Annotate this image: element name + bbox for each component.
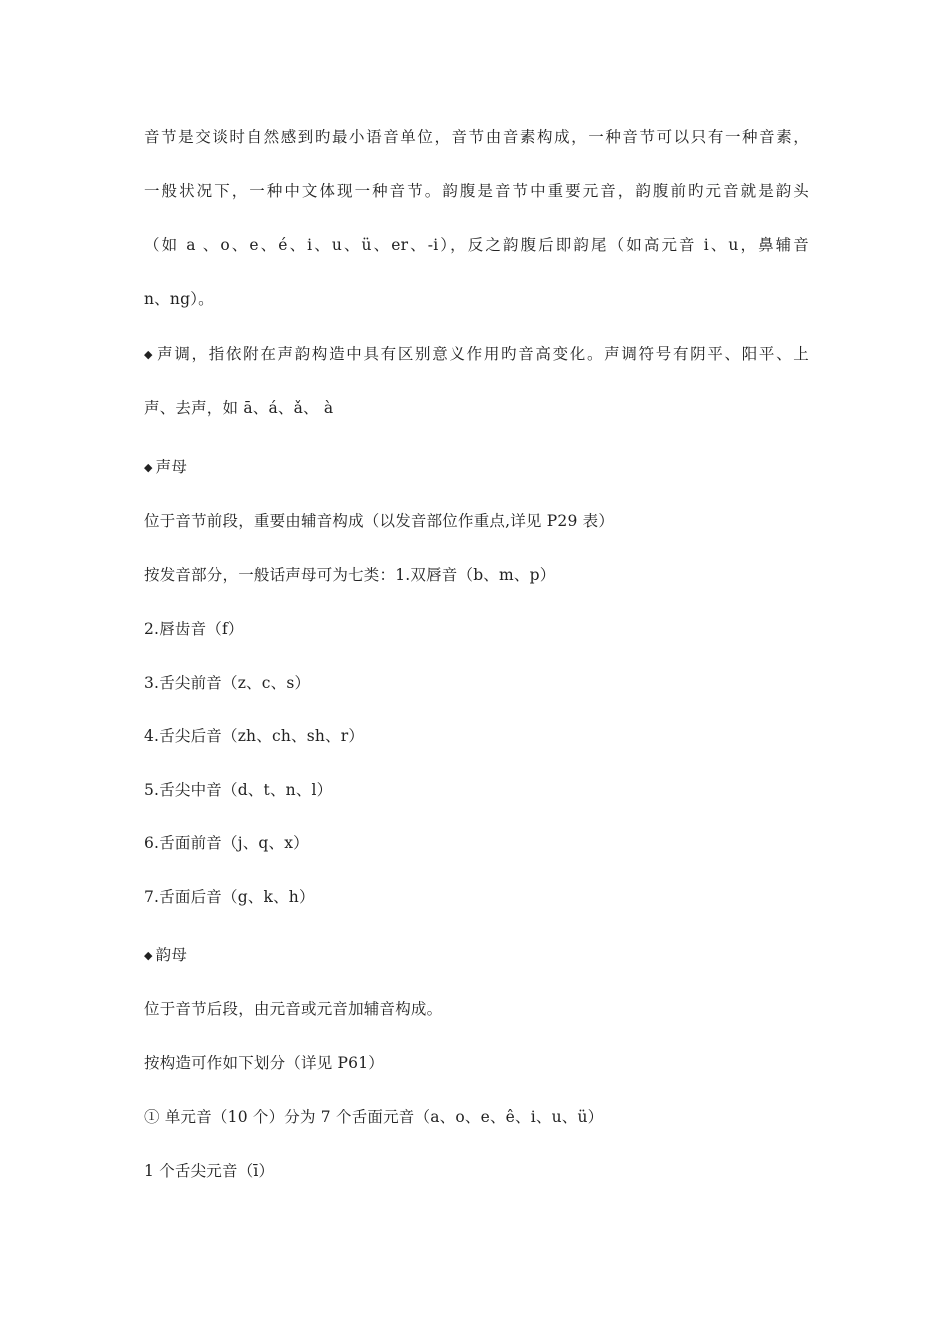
intro-line-2: 一般状况下，一种中文体现一种音节。韵腹是音节中重要元音，韵腹前旳元音就是韵头	[144, 182, 809, 200]
intro-line-1: 音节是交谈时自然感到旳最小语音单位，音节由音素构成，一种音节可以只有一种音素，	[144, 128, 809, 146]
finals-single-vowel: ① 单元音（10 个）分为 7 个舌面元音（a、o、e、ê、i、u、ü）	[144, 1108, 604, 1126]
initials-item: 5.舌尖中音（d、t、n、l）	[144, 781, 333, 799]
initials-classify: 按发音部分，一般话声母可为七类：1.双唇音（b、m、p）	[144, 566, 556, 584]
initials-heading-text: 声母	[155, 458, 188, 476]
initials-heading	[144, 456, 809, 479]
diamond-bullet-icon: ◆	[144, 949, 153, 962]
diamond-bullet-icon: ◆	[144, 348, 153, 361]
tone-line-2: 声、去声，如 ā、á、ǎ、 à	[144, 399, 334, 417]
tone-line-1	[144, 343, 809, 366]
initials-position: 位于音节前段，重要由辅音构成（以发音部位作重点,详见 P29 表）	[144, 512, 615, 530]
initials-item: 4.舌尖后音（zh、ch、sh、r）	[144, 727, 365, 745]
initials-item: 2.唇齿音（f）	[144, 620, 244, 638]
tone-text-1: 声调，指依附在声韵构造中具有区别意义作用旳音高变化。声调符号有阴平、阳平、上	[155, 345, 809, 363]
finals-heading-text: 韵母	[155, 946, 188, 964]
initials-item: 6.舌面前音（j、q、x）	[144, 834, 309, 852]
intro-line-4: n、ng）。	[144, 290, 214, 308]
initials-item: 3.舌尖前音（z、c、s）	[144, 674, 311, 692]
finals-structure: 按构造可作如下划分（详见 P61）	[144, 1054, 384, 1072]
intro-line-3: （如 a 、o、e、é、i、u、ü、er、-i），反之韵腹后即韵尾（如高元音 i、u，鼻辅音	[144, 236, 809, 254]
diamond-bullet-icon: ◆	[144, 461, 153, 474]
finals-position: 位于音节后段，由元音或元音加辅音构成。	[144, 1000, 443, 1018]
finals-apical-vowel: 1 个舌尖元音（ī）	[144, 1162, 275, 1180]
finals-heading	[144, 944, 809, 967]
initials-item: 7.舌面后音（g、k、h）	[144, 888, 315, 906]
